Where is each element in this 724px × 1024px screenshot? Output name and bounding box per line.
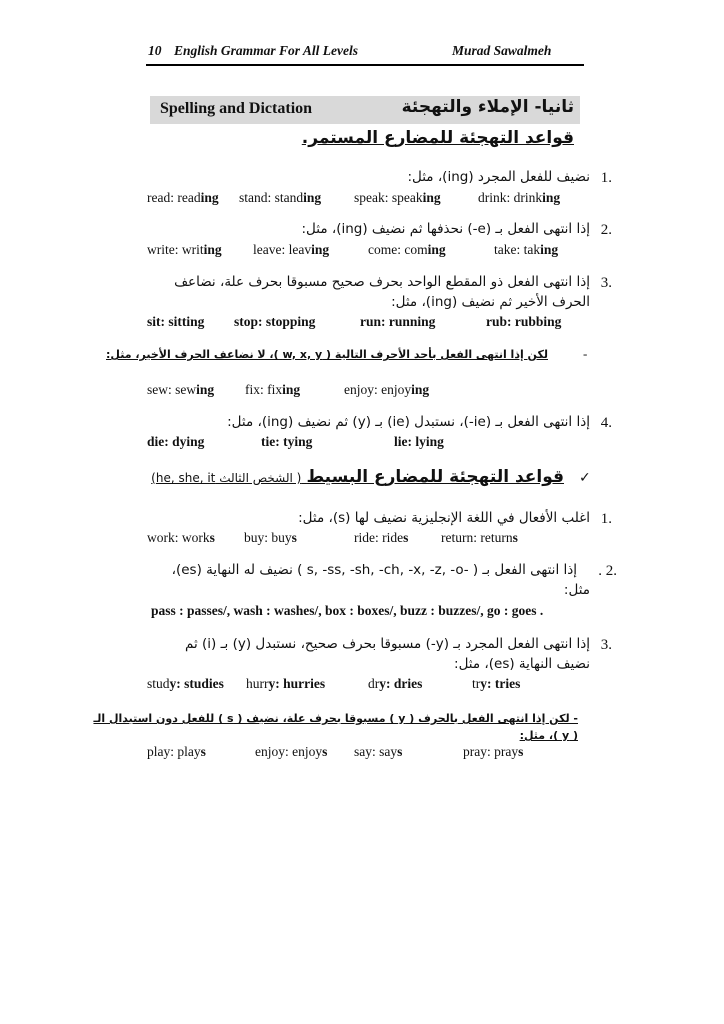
example-item: stand: standing bbox=[239, 190, 322, 205]
example-item: sit: sitting bbox=[147, 314, 205, 329]
rule-number: . 2. bbox=[598, 563, 617, 579]
example-item: hurry: hurries bbox=[246, 676, 326, 691]
example-item: speak: speaking bbox=[354, 190, 441, 205]
example-item: tie: tying bbox=[261, 434, 313, 449]
rule-text: إذا انتهى الفعل بـ (e-) نحذفها ثم نضيف (ing)، مثل: bbox=[301, 221, 590, 237]
example-item: drink: drinking bbox=[478, 190, 561, 205]
note-text: لكن إذا انتهى الفعل بأحد الأحرف التالية ( w, x, y )، لا نضاعف الحرف الأخير، مثل: bbox=[106, 348, 548, 361]
rule-number: 3. bbox=[600, 275, 612, 291]
check-icon: ✓ bbox=[579, 470, 591, 486]
example-item: try: tries bbox=[472, 676, 521, 691]
example-item: rub: rubbing bbox=[486, 314, 562, 329]
continuous-heading: قواعد التهجئة للمضارع المستمر. bbox=[301, 128, 574, 148]
example-item: work: works bbox=[147, 530, 215, 545]
rule-number: 3. bbox=[600, 637, 612, 653]
example-item: dry: dries bbox=[368, 676, 423, 691]
example-item: die: dying bbox=[147, 434, 205, 449]
example-item: play: plays bbox=[147, 744, 206, 759]
section-title-english: Spelling and Dictation bbox=[160, 100, 313, 117]
note-text-line2: ( y )، مثل: bbox=[519, 729, 578, 742]
example-item: read: reading bbox=[147, 190, 219, 205]
page-number: 10 bbox=[148, 43, 162, 58]
book-title: English Grammar For All Levels bbox=[174, 43, 359, 58]
example-item: pray: prays bbox=[463, 744, 524, 759]
rule-number: 1. bbox=[600, 170, 612, 186]
header-rule bbox=[146, 64, 584, 66]
example-item: say: says bbox=[354, 744, 403, 759]
example-item: stop: stopping bbox=[234, 314, 316, 329]
author-name: Murad Sawalmeh bbox=[452, 43, 552, 58]
rule-number: 2. bbox=[600, 222, 612, 238]
rule-text: اغلب الأفعال في اللغة الإنجليزية نضيف لها (s)، مثل: bbox=[298, 510, 590, 526]
example-item: leave: leaving bbox=[253, 242, 330, 257]
example-item: study: studies bbox=[147, 676, 224, 691]
example-item: come: coming bbox=[368, 242, 446, 257]
example-item: take: taking bbox=[494, 242, 559, 257]
example-item: run: running bbox=[360, 314, 436, 329]
example-item: fix: fixing bbox=[245, 382, 301, 397]
rule-text: نضيف للفعل المجرد (ing)، مثل: bbox=[407, 169, 590, 185]
rule-text-line2: الحرف الأخير ثم نضيف (ing)، مثل: bbox=[391, 294, 590, 310]
simple-heading: قواعد التهجئة للمضارع البسيط ( الشخص الثالث he, she, it) bbox=[151, 467, 564, 487]
example-item: return: returns bbox=[441, 530, 518, 545]
example-row: pass : passes/, wash : washes/, box : boxes/, buzz : buzzes/, go : goes . bbox=[151, 603, 544, 618]
note-text-line1: - لكن إذا انتهى الفعل بالحرف ( y ) مسبوقا بحرف علة، نضيف ( s ) للفعل دون استبدال الـ bbox=[93, 712, 578, 725]
rule-number: 1. bbox=[600, 511, 612, 527]
rule-text-line1: إذا انتهى الفعل ذو المقطع الواحد بحرف صحيح مسبوقا بحرف علة، نضاعف bbox=[174, 274, 590, 290]
rule-text-line1: إذا انتهى الفعل بـ ( -s, -ss, -sh, -ch, -x, -z, -o ) نضيف له النهاية (es)، bbox=[171, 562, 577, 578]
section-title-arabic: ثانيا- الإملاء والتهجئة bbox=[401, 97, 574, 117]
rule-text: إذا انتهى الفعل بـ (ie-)، نستبدل (ie) بـ (y) ثم نضيف (ing)، مثل: bbox=[227, 414, 590, 430]
rule-number: 4. bbox=[600, 415, 612, 431]
example-item: sew: sewing bbox=[147, 382, 215, 397]
rule-text-line2: مثل: bbox=[563, 582, 590, 598]
rule-text-line2: نضيف النهاية (es)، مثل: bbox=[454, 656, 590, 672]
note-dash: - bbox=[583, 346, 588, 361]
example-item: write: writing bbox=[147, 242, 222, 257]
example-item: enjoy: enjoys bbox=[255, 744, 328, 759]
example-item: buy: buys bbox=[244, 530, 297, 545]
example-item: enjoy: enjoying bbox=[344, 382, 430, 397]
example-item: lie: lying bbox=[394, 434, 444, 449]
rule-text-line1: إذا انتهى الفعل المجرد بـ (y-) مسبوقا بحرف صحيح، نستبدل (y) بـ (i) ثم bbox=[184, 636, 590, 652]
example-item: ride: rides bbox=[354, 530, 409, 545]
